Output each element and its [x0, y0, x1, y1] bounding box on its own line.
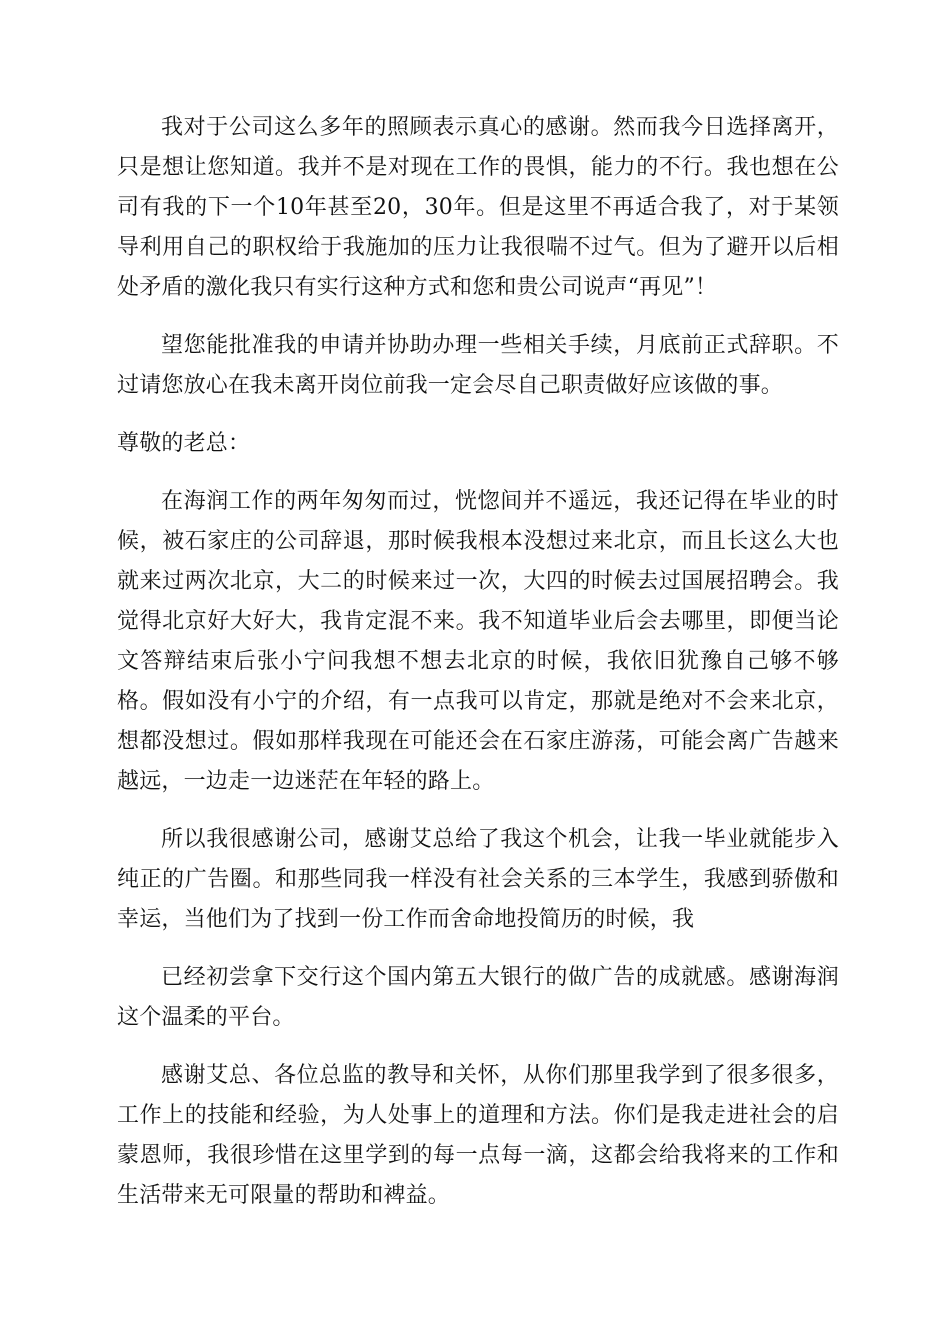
paragraph-bank-achievement: 已经初尝拿下交行这个国内第五大银行的做广告的成就感。感谢海润这个温柔的平台。: [117, 965, 839, 1030]
paragraph-gratitude-leaving: 我对于公司这么多年的照顾表示真心的感谢。然而我今日选择离开，只是想让您知道。我并不是对现在工作的畏惧，能力的不行。我也想在公司有我的下一个10年甚至20，30年。但是这里不再适合我了，对于某领导利用自己的职权给于我施加的压力让我很喘不过气。但为了避开以后相处矛盾的激化我只有实行这种方式和您和贵公司说声“再见”！: [117, 115, 839, 300]
letter-body: [117, 108, 839, 1234]
paragraph-thanks-company: 所以我很感谢公司，感谢艾总给了我这个机会，让我一毕业就能步入纯正的广告圈。和那些同我一样没有社会关系的三本学生，我感到骄傲和幸运，当他们为了找到一份工作而舍命地投简历的时候，我: [117, 827, 839, 932]
paragraph-thanks-mentors: 感谢艾总、各位总监的教导和关怀，从你们那里我学到了很多很多，工作上的技能和经验，为人处事上的道理和方法。你们是我走进社会的启蒙恩师，我很珍惜在这里学到的每一点每一滴，这都会给我将来的工作和生活带来无可限量的帮助和裨益。: [117, 1063, 839, 1208]
salutation: 尊敬的老总：: [117, 431, 251, 456]
paragraph-two-years-at-hairun: 在海润工作的两年匆匆而过，恍惚间并不遥远，我还记得在毕业的时候，被石家庄的公司辞退，那时候我根本没想过来北京，而且长这么大也就来过两次北京，大二的时候来过一次，大四的时候去过国展招聘会。我觉得北京好大好大，我肯定混不来。我不知道毕业后会去哪里，即便当论文答辩结束后张小宁问我想不想去北京的时候，我依旧犹豫自己够不够格。假如没有小宁的介绍，有一点我可以肯定，那就是绝对不会来北京，想都没想过。假如那样我现在可能还会在石家庄游荡，可能会离广告越来越远，一边走一边迷茫在年轻的路上。: [117, 489, 839, 794]
paragraph-resignation-request: 望您能批准我的申请并协助办理一些相关手续，月底前正式辞职。不过请您放心在我未离开岗位前我一定会尽自己职责做好应该做的事。: [117, 333, 839, 398]
